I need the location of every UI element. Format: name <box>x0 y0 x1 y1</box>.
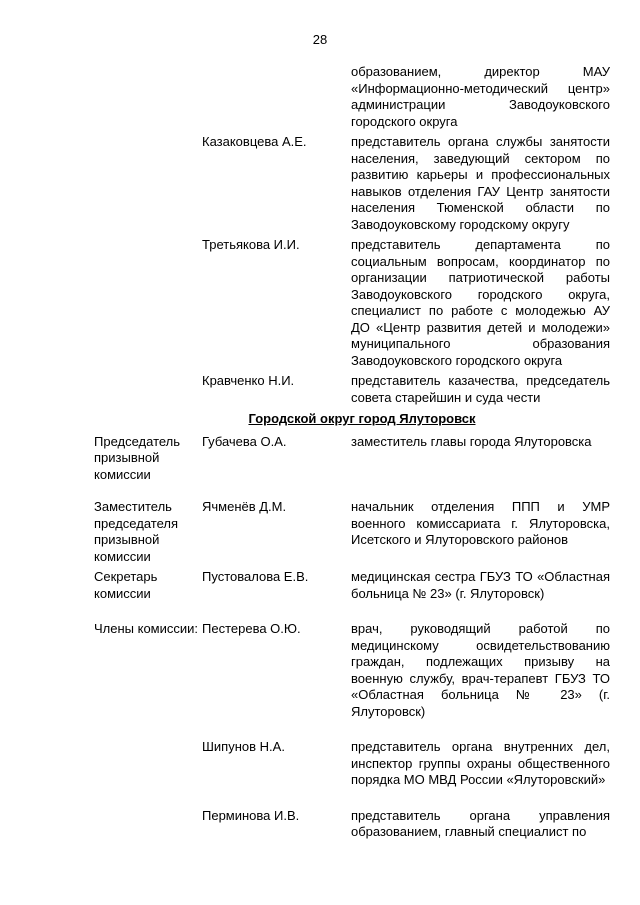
member-name: Губачева О.А. <box>202 433 287 449</box>
roster-row-secretary <box>94 569 610 602</box>
position-description: медицинская сестра ГБУЗ ТО «Областная больница № 23» (г. Ялуторовск) <box>351 569 610 601</box>
commission-role: Заместитель председателя призывной комиссии <box>94 499 179 564</box>
roster-row-chairman <box>94 434 610 484</box>
roster-row-kazakovtseva <box>94 134 610 233</box>
member-name: Пестерева О.Ю. <box>202 621 301 636</box>
page-number: 28 <box>312 32 328 47</box>
position-description: представитель казачества, председатель совета старейшин и суда чести <box>351 373 610 405</box>
member-name: Пустовалова Е.В. <box>202 569 309 584</box>
member-name: Кравченко Н.И. <box>202 373 295 388</box>
roster-row-kravchenko <box>94 373 610 406</box>
roster-row-shipunov <box>94 739 610 789</box>
member-name: Шипунов Н.А. <box>202 739 285 754</box>
commission-role: Председатель призывной комиссии <box>94 433 181 482</box>
member-name: Перминова И.В. <box>202 807 300 823</box>
position-description: врач, руководящий работой по медицинскому освидетельствованию граждан, подлежащих призыву на военную службу, врач-терапевт ГБУЗ ТО «Областная больница № 23» (г. Ялуторовск) <box>351 621 610 719</box>
roster-row-deputy-chairman <box>94 499 610 565</box>
roster-row-tretyakova <box>94 237 610 369</box>
position-description: представитель органа внутренних дел, инспектор группы охраны общественного порядка МО МВД России «Ялуторовский» <box>351 739 610 787</box>
member-name: Третьякова И.И. <box>202 237 300 252</box>
member-name: Казаковцева А.Е. <box>202 134 307 149</box>
commission-roster <box>94 64 610 841</box>
position-description: представитель органа управления образованием, главный специалист по <box>351 807 610 839</box>
roster-row-perminova <box>94 808 610 841</box>
section-title: Городской округ город Ялуторовск <box>248 411 476 426</box>
member-name: Ячменёв Д.М. <box>202 499 287 514</box>
position-description: образованием, директор МАУ «Информационно-методический центр» администрации Заводоуковского городского округа <box>351 64 610 129</box>
position-description: представитель департамента по социальным вопросам, координатор по организации патриотической работы Заводоуковского городского округа, специалист по работе с молодежью АУ ДО «Центр развития детей и молодежи» муниципального образования Заводоуковского городского округа <box>351 237 610 368</box>
position-description: представитель органа службы занятости населения, заведующий сектором по развитию карьеры и профессиональных навыков отделения ГАУ Центр занятости населения Тюменской области по Заводоуковскому городскому округу <box>351 134 610 232</box>
commission-role: Члены комиссии: <box>94 621 199 636</box>
position-description: заместитель главы города Ялуторовска <box>351 433 592 449</box>
position-description: начальник отделения ППП и УМР военного комиссариата г. Ялуторовска, Исетского и Ялуторовского районов <box>351 499 610 547</box>
commission-role: Секретарь комиссии <box>94 569 158 601</box>
roster-row-continuation <box>94 64 610 130</box>
roster-row-members-pestereva <box>94 621 610 720</box>
